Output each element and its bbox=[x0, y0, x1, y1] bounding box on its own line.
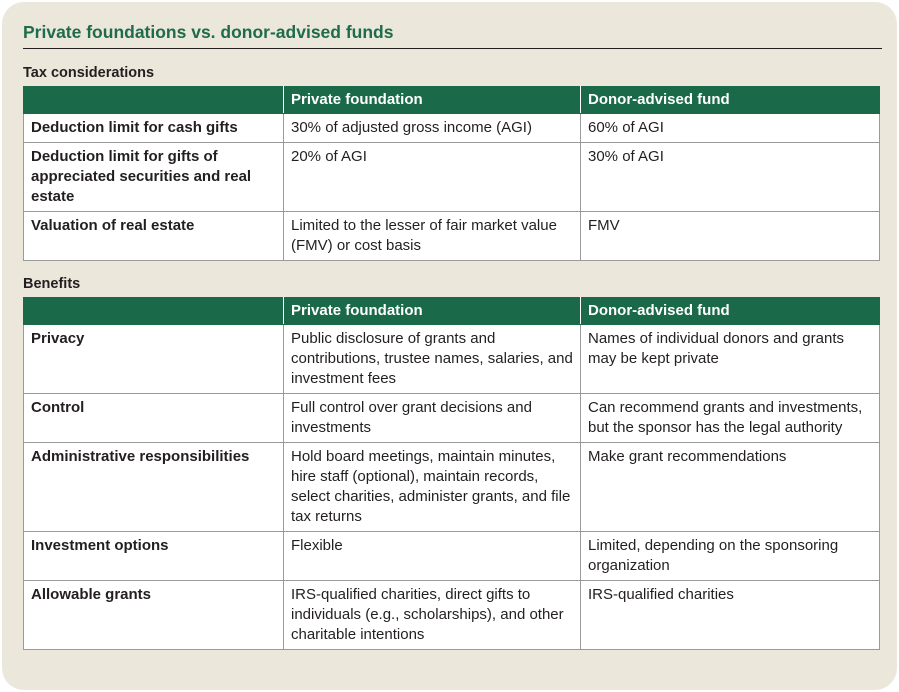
row-label: Administrative responsibilities bbox=[24, 443, 284, 532]
page-title: Private foundations vs. donor-advised funds bbox=[23, 22, 394, 42]
benefits-header-donor-advised-fund: Donor-advised fund bbox=[581, 298, 880, 325]
donor-advised-fund-cell: FMV bbox=[581, 212, 880, 261]
table-row bbox=[24, 394, 880, 443]
private-foundation-cell: IRS-qualified charities, direct gifts to individuals (e.g., scholarships), and other charitable intentions bbox=[284, 581, 581, 650]
row-label: Deduction limit for gifts of appreciated securities and real estate bbox=[24, 143, 284, 212]
row-label: Control bbox=[24, 394, 284, 443]
private-foundation-cell: Limited to the lesser of fair market value (FMV) or cost basis bbox=[284, 212, 581, 261]
table-row bbox=[24, 581, 880, 650]
benefits-table bbox=[23, 297, 880, 650]
private-foundation-cell: Public disclosure of grants and contributions, trustee names, salaries, and investment fees bbox=[284, 325, 581, 394]
benefits-section-label: Benefits bbox=[23, 276, 81, 292]
donor-advised-fund-cell: Names of individual donors and grants may be kept private bbox=[581, 325, 880, 394]
row-label: Allowable grants bbox=[24, 581, 284, 650]
donor-advised-fund-cell: IRS-qualified charities bbox=[581, 581, 880, 650]
tax-header-blank bbox=[24, 87, 284, 114]
row-label: Deduction limit for cash gifts bbox=[24, 114, 284, 143]
donor-advised-fund-cell: Limited, depending on the sponsoring organization bbox=[581, 532, 880, 581]
row-label: Valuation of real estate bbox=[24, 212, 284, 261]
table-row bbox=[24, 143, 880, 212]
private-foundation-cell: 30% of adjusted gross income (AGI) bbox=[284, 114, 581, 143]
private-foundation-cell: Flexible bbox=[284, 532, 581, 581]
comparison-panel bbox=[2, 2, 897, 690]
table-row bbox=[24, 114, 880, 143]
tax-header-row bbox=[24, 87, 880, 114]
row-label: Privacy bbox=[24, 325, 284, 394]
private-foundation-cell: Hold board meetings, maintain minutes, hire staff (optional), maintain records, select charities, administer grants, and file tax returns bbox=[284, 443, 581, 532]
tax-section-label: Tax considerations bbox=[23, 65, 155, 81]
tax-header-donor-advised-fund: Donor-advised fund bbox=[581, 87, 880, 114]
benefits-header-blank bbox=[24, 298, 284, 325]
tax-header-private-foundation: Private foundation bbox=[284, 87, 581, 114]
private-foundation-cell: Full control over grant decisions and investments bbox=[284, 394, 581, 443]
donor-advised-fund-cell: Can recommend grants and investments, but the sponsor has the legal authority bbox=[581, 394, 880, 443]
donor-advised-fund-cell: 60% of AGI bbox=[581, 114, 880, 143]
benefits-header-private-foundation: Private foundation bbox=[284, 298, 581, 325]
table-row bbox=[24, 212, 880, 261]
tax-table bbox=[23, 86, 880, 261]
row-label: Investment options bbox=[24, 532, 284, 581]
table-row bbox=[24, 532, 880, 581]
private-foundation-cell: 20% of AGI bbox=[284, 143, 581, 212]
benefits-header-row bbox=[24, 298, 880, 325]
donor-advised-fund-cell: Make grant recommendations bbox=[581, 443, 880, 532]
table-row bbox=[24, 325, 880, 394]
table-row bbox=[24, 443, 880, 532]
donor-advised-fund-cell: 30% of AGI bbox=[581, 143, 880, 212]
title-divider bbox=[23, 48, 882, 49]
